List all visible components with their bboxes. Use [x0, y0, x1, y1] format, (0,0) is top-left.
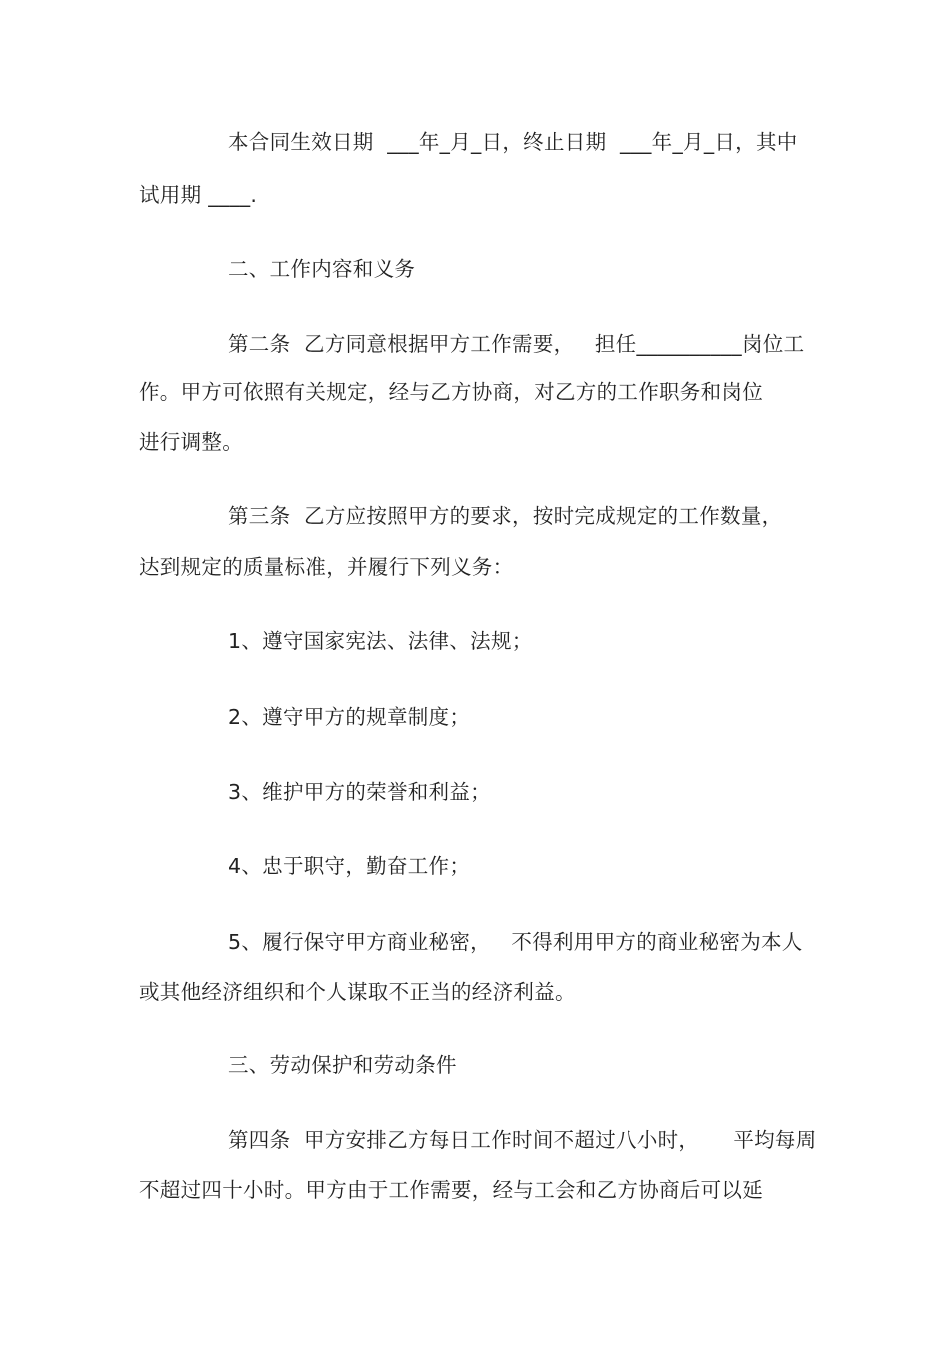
effective-date-line: 本合同生效日期 ___年_月_日，终止日期 ___年_月_日，其中 — [228, 130, 798, 154]
duty-item-5-line-2: 或其他经济组织和个人谋取不正当的经济利益。 — [139, 980, 576, 1004]
article-2-line-1: 第二条 乙方同意根据甲方工作需要， 担任__________岗位工 — [228, 332, 805, 356]
section-heading-work-content: 二、工作内容和义务 — [228, 257, 416, 281]
duty-item-2: 2、遵守甲方的规章制度； — [228, 705, 471, 729]
probation-line: 试用期 ____. — [139, 183, 258, 207]
section-heading-labor-protection: 三、劳动保护和劳动条件 — [228, 1053, 457, 1077]
article-3-line-2: 达到规定的质量标准，并履行下列义务： — [139, 555, 514, 579]
article-2-line-3: 进行调整。 — [139, 430, 243, 454]
duty-item-1: 1、遵守国家宪法、法律、法规； — [228, 629, 533, 653]
article-4-line-1: 第四条 甲方安排乙方每日工作时间不超过八小时， 平均每周 — [228, 1128, 817, 1152]
article-4-line-2: 不超过四十小时。甲方由于工作需要，经与工会和乙方协商后可以延 — [139, 1178, 763, 1202]
article-2-line-2: 作。甲方可依照有关规定，经与乙方协商，对乙方的工作职务和岗位 — [139, 380, 763, 404]
article-3-line-1: 第三条 乙方应按照甲方的要求，按时完成规定的工作数量， — [228, 504, 783, 528]
duty-item-4: 4、忠于职守，勤奋工作； — [228, 854, 471, 878]
duty-item-5-line-1: 5、履行保守甲方商业秘密， 不得利用甲方的商业秘密为本人 — [228, 930, 803, 954]
duty-item-3: 3、维护甲方的荣誉和利益； — [228, 780, 491, 804]
